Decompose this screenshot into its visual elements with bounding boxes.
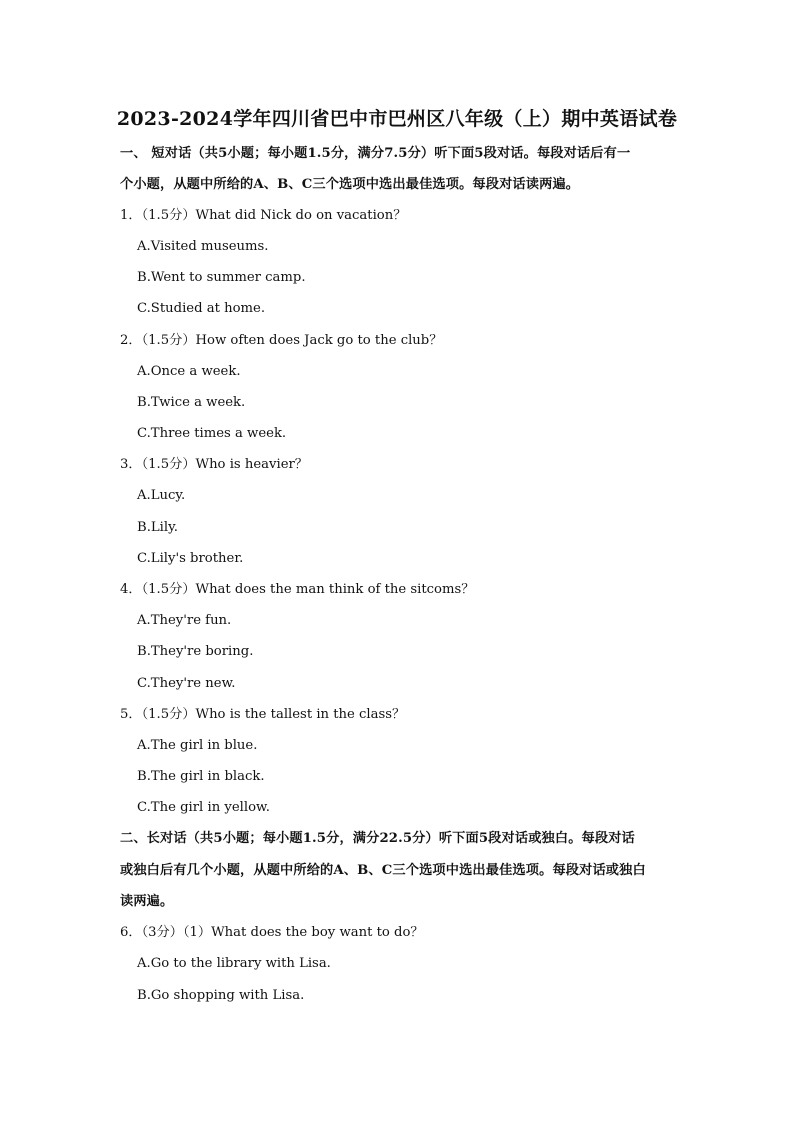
question-5-option-a: A.The girl in blue. — [137, 738, 258, 753]
question-4-option-b: B.They're boring. — [137, 644, 254, 659]
question-6-option-b: B.Go shopping with Lisa. — [137, 988, 305, 1003]
question-2-option-c: C.Three times a week. — [137, 426, 287, 441]
question-4-stem: 4．（1.5分）What does the man think of the sitcoms？ — [120, 582, 475, 597]
question-1-stem: 1．（1.5分）What did Nick do on vacation？ — [120, 208, 407, 223]
question-4-option-a: A.They're fun. — [137, 613, 232, 628]
question-3-option-b: B.Lily. — [137, 520, 178, 535]
page-title: 2023-2024学年四川省巴中市巴州区八年级（上）期中英语试卷 — [116, 108, 678, 130]
question-3-option-a: A.Lucy. — [137, 488, 186, 503]
section1-instructions-line1: 一、 短对话（共5小题；每小题1.5分，满分7.5分）听下面5段对话。每段对话后有一 — [120, 146, 631, 161]
question-1-option-c: C.Studied at home. — [137, 301, 266, 316]
question-4-option-c: C.They're new. — [137, 676, 236, 691]
question-2-stem: 2．（1.5分）How often does Jack go to the club？ — [120, 333, 443, 348]
section1-instructions-line2: 个小题，从题中所给的A、B、C三个选项中选出最佳选项。每段对话读两遍。 — [120, 177, 580, 192]
question-5-stem: 5．（1.5分）Who is the tallest in the class？ — [120, 707, 406, 722]
question-1-option-a: A.Visited museums. — [137, 239, 269, 254]
question-5-option-c: C.The girl in yellow. — [137, 800, 270, 815]
question-1-option-b: B.Went to summer camp. — [137, 270, 306, 285]
question-5-option-b: B.The girl in black. — [137, 769, 265, 784]
section2-instructions-line1: 二、长对话（共5小题；每小题1.5分，满分22.5分）听下面5段对话或独白。每段对话 — [120, 831, 635, 846]
question-6-stem: 6．（3分）（1）What does the boy want to do？ — [120, 925, 424, 940]
question-3-option-c: C.Lily's brother. — [137, 551, 244, 566]
section2-instructions-line2: 或独白后有几个小题，从题中所给的A、B、C三个选项中选出最佳选项。每段对话或独白 — [120, 863, 646, 878]
question-3-stem: 3．（1.5分）Who is heavier？ — [120, 457, 308, 472]
question-6-option-a: A.Go to the library with Lisa. — [137, 956, 331, 971]
question-2-option-a: A.Once a week. — [137, 364, 241, 379]
section2-instructions-line3: 读两遍。 — [120, 894, 174, 909]
question-2-option-b: B.Twice a week. — [137, 395, 246, 410]
